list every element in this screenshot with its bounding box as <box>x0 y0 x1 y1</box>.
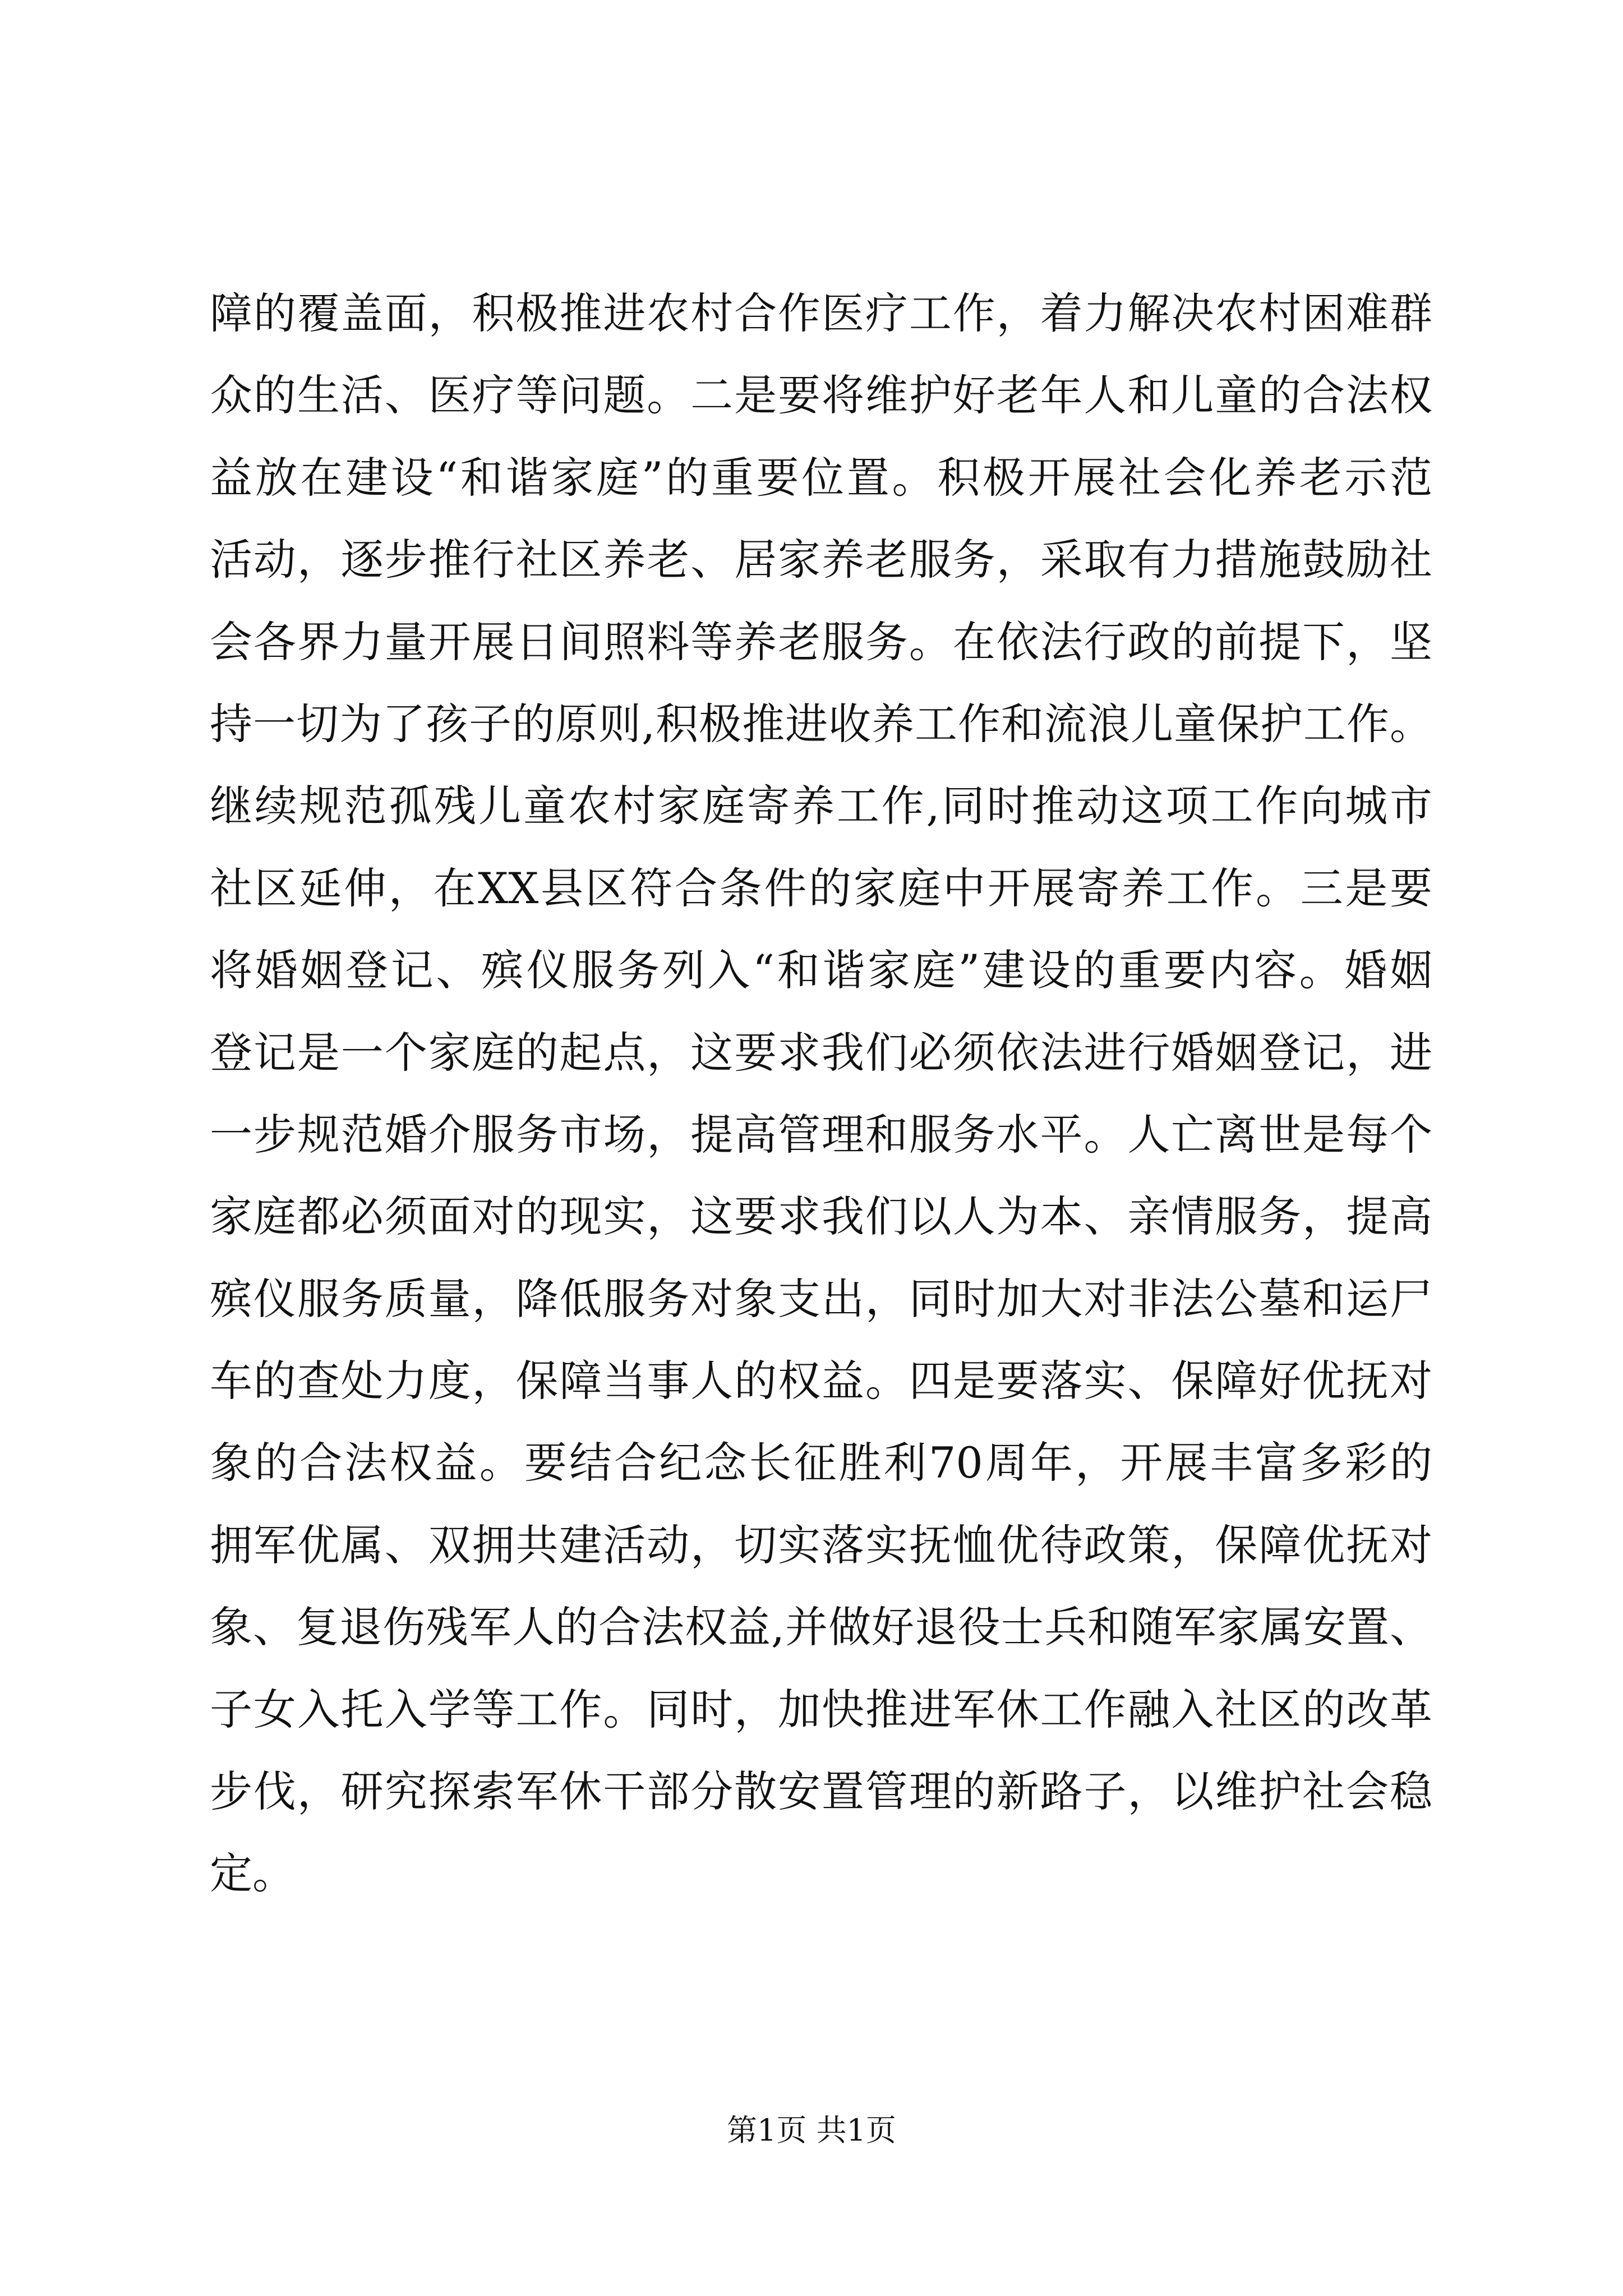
paragraph-line: 子女入托入学等工作。同时，加快推进军休工作融入社区的改革 <box>210 1684 1432 1734</box>
paragraph-line: 众的生活、医疗等问题。二是要将维护好老年人和儿童的合法权 <box>210 370 1432 421</box>
paragraph-line: 障的覆盖面，积极推进农村合作医疗工作，着力解决农村困难群 <box>210 288 1432 338</box>
page-number-footer: 第1页 共1页 <box>727 2113 896 2148</box>
paragraph-line: 车的查处力度，保障当事人的权益。四是要落实、保障好优抚对 <box>210 1356 1432 1406</box>
body-paragraph <box>210 273 1432 1915</box>
paragraph-line: 社区延伸，在XX县区符合条件的家庭中开展寄养工作。三是要 <box>210 863 1432 913</box>
paragraph-line: 持一切为了孩子的原则,积极推进收养工作和流浪儿童保护工作。 <box>210 698 1432 749</box>
paragraph-line: 将婚姻登记、殡仪服务列入“和谐家庭”建设的重要内容。婚姻 <box>210 945 1432 996</box>
paragraph-line: 象、复退伤残军人的合法权益,并做好退役士兵和随军家属安置、 <box>210 1602 1432 1653</box>
paragraph-line: 会各界力量开展日间照料等养老服务。在依法行政的前提下，坚 <box>210 616 1432 667</box>
paragraph-line: 拥军优属、双拥共建活动，切实落实抚恤优待政策，保障优抚对 <box>210 1520 1432 1570</box>
paragraph-line: 登记是一个家庭的起点，这要求我们必须依法进行婚姻登记，进 <box>210 1027 1432 1078</box>
paragraph-line: 继续规范孤残儿童农村家庭寄养工作,同时推动这项工作向城市 <box>210 781 1432 831</box>
paragraph-line: 益放在建设“和谐家庭”的重要位置。积极开展社会化养老示范 <box>210 452 1432 503</box>
paragraph-line: 活动，逐步推行社区养老、居家养老服务，采取有力措施鼓励社 <box>210 535 1432 585</box>
paragraph-line: 步伐，研究探索军休干部分散安置管理的新路子，以维护社会稳 <box>210 1766 1432 1817</box>
paragraph-line: 象的合法权益。要结合纪念长征胜利70周年，开展丰富多彩的 <box>210 1438 1432 1488</box>
paragraph-line-last: 定。 <box>210 1848 295 1899</box>
paragraph-line: 一步规范婚介服务市场，提高管理和服务水平。人亡离世是每个 <box>210 1109 1432 1159</box>
paragraph-line: 殡仪服务质量，降低服务对象支出，同时加大对非法公墓和运尸 <box>210 1273 1432 1324</box>
paragraph-line: 家庭都必须面对的现实，这要求我们以人为本、亲情服务，提高 <box>210 1191 1432 1242</box>
